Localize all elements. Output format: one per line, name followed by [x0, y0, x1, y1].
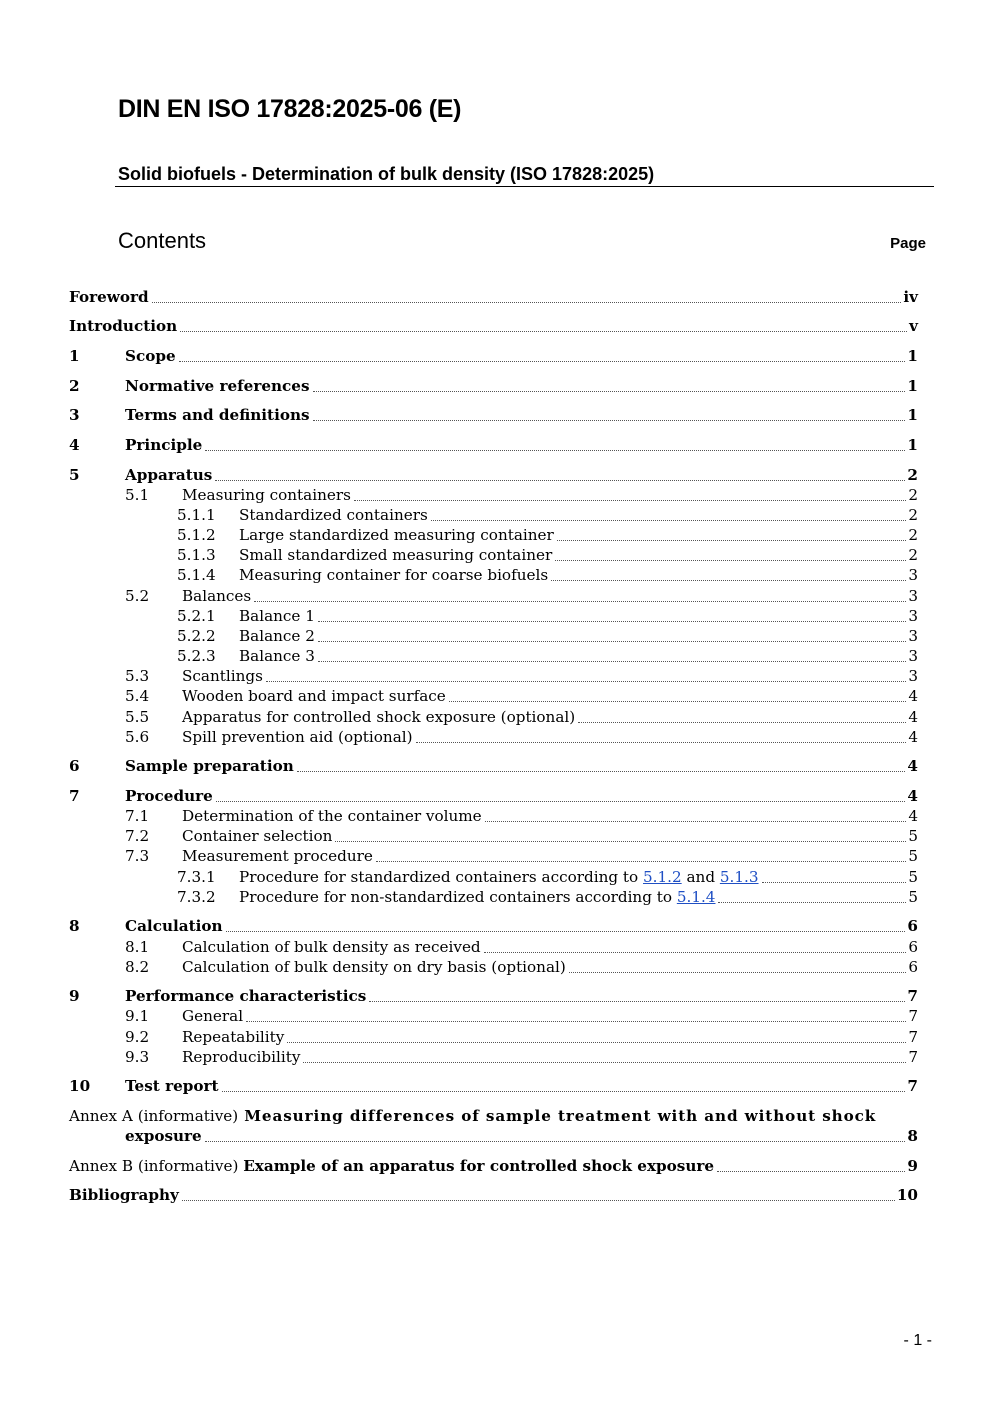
toc-entry-bibliography[interactable]: Bibliography 10 — [69, 1186, 918, 1204]
dot-leader — [369, 1001, 905, 1002]
toc-entry-7[interactable]: 7 Procedure 4 — [69, 787, 918, 805]
annex-a-label: Annex A (informative) — [69, 1107, 239, 1125]
dot-leader — [557, 540, 907, 541]
dot-leader — [318, 641, 906, 642]
document-subtitle: Solid biofuels - Determination of bulk density (ISO 17828:2025) — [118, 164, 655, 184]
dot-leader — [297, 771, 906, 772]
toc-entry-annex-a-cont[interactable]: exposure 8 — [125, 1127, 918, 1145]
page-column-label: Page — [890, 235, 926, 252]
dot-leader — [484, 952, 907, 953]
dot-leader — [717, 1171, 905, 1172]
toc-entry-8-2[interactable]: 8.2 Calculation of bulk density on dry basis (optional) 6 — [125, 958, 918, 976]
contents-heading: Contents — [118, 228, 207, 253]
toc-entry-4[interactable]: 4 Principle 1 — [69, 436, 918, 454]
toc-entry-5-2-3[interactable]: 5.2.3 Balance 3 3 — [177, 647, 918, 665]
toc-entry-9[interactable]: 9 Performance characteristics 7 — [69, 987, 918, 1005]
dot-leader — [179, 361, 906, 362]
toc-entry-3[interactable]: 3 Terms and definitions 1 — [69, 406, 918, 424]
toc-entry-5-4[interactable]: 5.4 Wooden board and impact surface 4 — [125, 687, 918, 705]
dot-leader — [287, 1042, 906, 1043]
toc-entry-5-2[interactable]: 5.2 Balances 3 — [125, 587, 918, 605]
annex-b-title: Example of an apparatus for controlled shock exposure — [243, 1157, 715, 1175]
dot-leader — [762, 882, 907, 883]
toc-entry-2[interactable]: 2 Normative references 1 — [69, 377, 918, 395]
annex-a-title: Measuring differences of sample treatment with and without shock — [244, 1107, 877, 1125]
dot-leader — [303, 1062, 906, 1063]
toc-entry-5-1[interactable]: 5.1 Measuring containers 2 — [125, 486, 918, 504]
toc-entry-7-3-1[interactable]: 7.3.1 Procedure for standardized containers according to 5.1.2 and 5.1.3 5 — [177, 868, 918, 886]
toc-entry-7-3[interactable]: 7.3 Measurement procedure 5 — [125, 847, 918, 865]
toc-entry-9-3[interactable]: 9.3 Reproducibility 7 — [125, 1048, 918, 1066]
toc-entry-annex-b[interactable]: Annex B (informative) Example of an apparatus for controlled shock exposure 9 — [69, 1157, 918, 1175]
dot-leader — [485, 821, 907, 822]
toc-entry-7-1[interactable]: 7.1 Determination of the container volume 4 — [125, 807, 918, 825]
dot-leader — [313, 420, 906, 421]
dot-leader — [416, 742, 907, 743]
dot-leader — [254, 601, 906, 602]
toc-entry-5-5[interactable]: 5.5 Apparatus for controlled shock exposure (optional) 4 — [125, 708, 918, 726]
dot-leader — [216, 801, 906, 802]
toc-entry-5-1-3[interactable]: 5.1.3 Small standardized measuring container 2 — [177, 546, 918, 564]
dot-leader — [354, 500, 906, 501]
toc-entry-7-2[interactable]: 7.2 Container selection 5 — [125, 827, 918, 845]
section-link-5-1-3[interactable]: 5.1.3 — [719, 868, 759, 886]
toc-entry-7-3-2[interactable]: 7.3.2 Procedure for non-standardized containers according to 5.1.4 5 — [177, 888, 918, 906]
toc-entry-5-2-2[interactable]: 5.2.2 Balance 2 3 — [177, 627, 918, 645]
toc-entry-annex-a[interactable] — [69, 1106, 918, 1126]
dot-leader — [222, 1091, 906, 1092]
dot-leader — [215, 480, 905, 481]
toc-entry-5-6[interactable]: 5.6 Spill prevention aid (optional) 4 — [125, 728, 918, 746]
dot-leader — [718, 902, 906, 903]
dot-leader — [555, 560, 906, 561]
section-link-5-1-4[interactable]: 5.1.4 — [676, 888, 716, 906]
dot-leader — [152, 302, 902, 303]
toc-entry-9-2[interactable]: 9.2 Repeatability 7 — [125, 1028, 918, 1046]
toc-entry-8[interactable]: 8 Calculation 6 — [69, 917, 918, 935]
dot-leader — [578, 722, 906, 723]
dot-leader — [551, 580, 906, 581]
document-title: DIN EN ISO 17828:2025-06 (E) — [118, 95, 462, 123]
annex-b-label: Annex B (informative) — [69, 1157, 239, 1175]
toc-entry-8-1[interactable]: 8.1 Calculation of bulk density as received 6 — [125, 938, 918, 956]
dot-leader — [335, 841, 906, 842]
section-link-5-1-2[interactable]: 5.1.2 — [643, 868, 682, 886]
toc-entry-foreword[interactable]: Foreword iv — [69, 288, 918, 306]
dot-leader — [449, 701, 907, 702]
dot-leader — [318, 661, 906, 662]
toc-entry-6[interactable]: 6 Sample preparation 4 — [69, 757, 918, 775]
toc-entry-5[interactable]: 5 Apparatus 2 — [69, 466, 918, 484]
toc-entry-9-1[interactable]: 9.1 General 7 — [125, 1007, 918, 1025]
dot-leader — [266, 681, 906, 682]
toc-entry-10[interactable]: 10 Test report 7 — [69, 1077, 918, 1095]
dot-leader — [180, 331, 907, 332]
dot-leader — [376, 861, 906, 862]
dot-leader — [205, 1141, 906, 1142]
dot-leader — [431, 520, 907, 521]
toc-entry-1[interactable]: 1 Scope 1 — [69, 347, 918, 365]
dot-leader — [246, 1021, 906, 1022]
dot-leader — [569, 972, 907, 973]
dot-leader — [205, 450, 905, 451]
dot-leader — [313, 391, 906, 392]
title-rule — [115, 186, 934, 187]
toc-entry-5-1-4[interactable]: 5.1.4 Measuring container for coarse biofuels 3 — [177, 566, 918, 584]
toc-entry-introduction[interactable]: Introduction v — [69, 317, 918, 335]
page-number: - 1 - — [903, 1332, 932, 1349]
toc-entry-5-1-1[interactable]: 5.1.1 Standardized containers 2 — [177, 506, 918, 524]
toc-entry-5-3[interactable]: 5.3 Scantlings 3 — [125, 667, 918, 685]
dot-leader — [318, 621, 906, 622]
toc-entry-5-2-1[interactable]: 5.2.1 Balance 1 3 — [177, 607, 918, 625]
dot-leader — [226, 931, 906, 932]
toc-entry-5-1-2[interactable]: 5.1.2 Large standardized measuring container 2 — [177, 526, 918, 544]
dot-leader — [182, 1200, 895, 1201]
